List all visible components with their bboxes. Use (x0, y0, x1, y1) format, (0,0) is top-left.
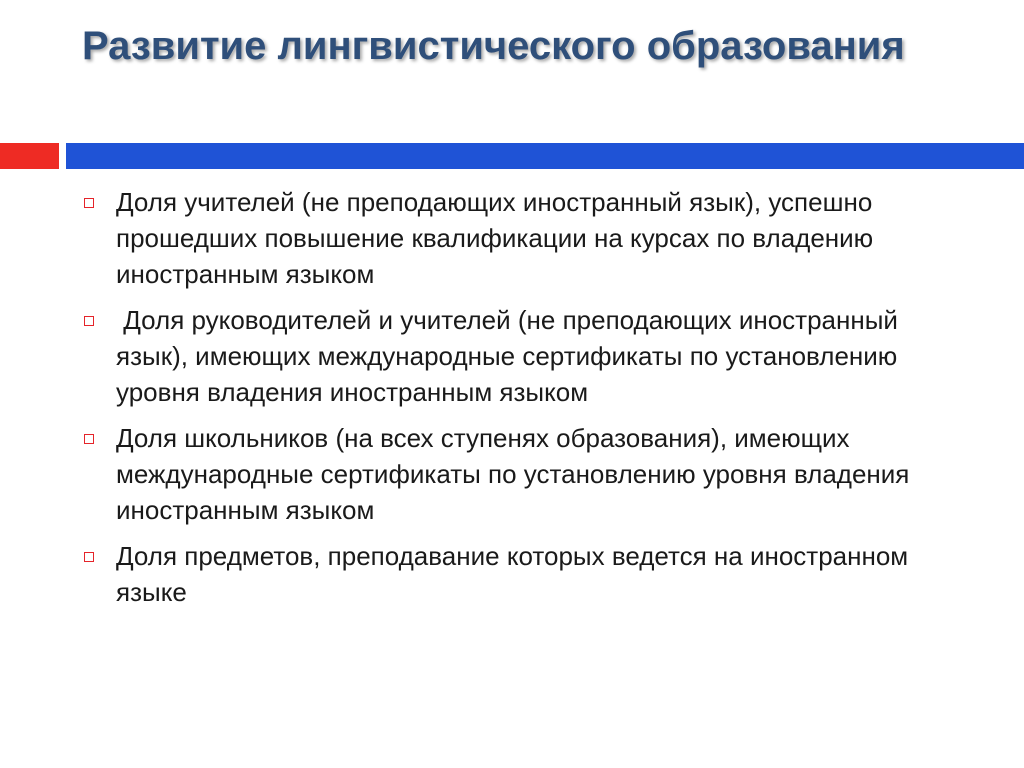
bullet-text: Доля школьников (на всех ступенях образования), имеющих международные сертификаты по установлению уровня владения иностранным языком (116, 423, 910, 525)
bullet-item (82, 184, 962, 292)
hollow-square-icon (84, 434, 94, 444)
bullet-text: Доля руководителей и учителей (не преподающих иностранный язык), имеющих международные сертификаты по установлению уровня владения иностранным языком (116, 305, 906, 407)
hollow-square-icon (84, 316, 94, 326)
bullet-text: Доля учителей (не преподающих иностранный язык), успешно прошедших повышение квалификации на курсах по владению иностранным языком (116, 187, 874, 289)
accent-bar-blue (66, 143, 1024, 169)
bullet-item (82, 420, 962, 528)
hollow-square-icon (84, 198, 94, 208)
bullet-item (82, 538, 962, 610)
bullet-item (82, 302, 962, 410)
accent-bar-red (0, 143, 59, 169)
hollow-square-icon (84, 552, 94, 562)
bullet-list (82, 184, 962, 620)
bullet-text: Доля предметов, преподавание которых ведется на иностранном языке (116, 541, 909, 607)
slide-title: Развитие лингвистического образования (82, 24, 905, 68)
